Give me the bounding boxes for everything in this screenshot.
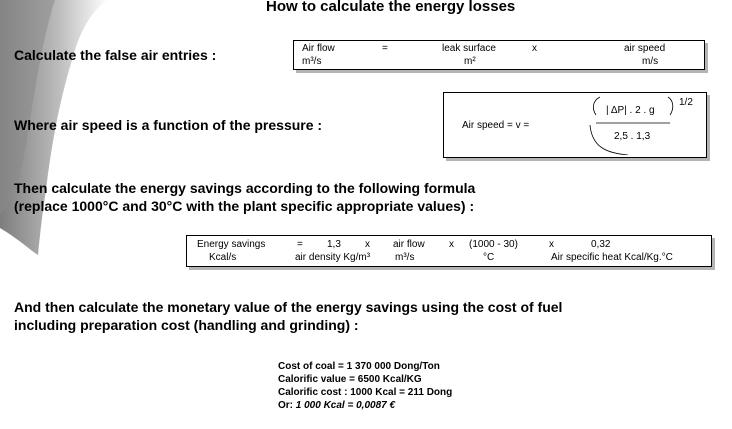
times-sign-2: x [449,239,454,250]
air-flow-unit: m³/s [302,56,322,67]
energy-savings-term: Energy savings [197,239,266,250]
equals-sign: = [382,43,388,54]
air-flow-term: air flow [393,239,425,250]
air-speed-term: air speed [624,43,666,54]
times-sign-3: x [549,239,554,250]
calorific-value: Calorific value = 6500 Kcal/KG [278,374,422,385]
air-flow-formula-box [293,40,705,70]
section3-heading-line2: (replace 1000°C and 30°C with the plant specific appropriate values) : [14,198,475,214]
times-sign-1: x [365,239,370,250]
calorific-cost: Calorific cost : 1000 Kcal = 211 Dong [278,387,453,398]
energy-savings-unit: Kcal/s [209,252,237,263]
temperature-unit: °C [483,252,495,263]
times-sign: x [532,43,537,54]
formula-numerator: | ΔP| . 2 . g [606,105,655,116]
section4-heading-line1: And then calculate the monetary value of the energy savings using the cost of fuel [14,299,563,315]
temperature-difference: (1000 - 30) [469,239,518,250]
air-flow-term: Air flow [302,43,335,54]
air-speed-formula-box [443,92,707,158]
section4-heading-line2: including preparation cost (handling and grinding) : [14,317,359,333]
energy-savings-formula-box [186,235,712,267]
page-title: How to calculate the energy losses [266,0,516,15]
section1-heading: Calculate the false air entries : [14,47,217,63]
air-speed-lhs: Air speed = v = [462,120,530,131]
section2-heading: Where air speed is a function of the pressure : [14,117,323,133]
section3-heading-line1: Then calculate the energy savings according to the following formula [14,180,476,196]
formula-denominator: 2,5 . 1,3 [614,131,651,142]
equals-sign: = [297,239,303,250]
specific-heat-value: 0,32 [591,239,611,250]
formula-exponent: 1/2 [679,97,693,108]
square-root-bracket [588,95,678,155]
cost-per-1000-kcal [278,399,395,412]
leak-surface-term: leak surface [442,43,496,54]
air-speed-unit: m/s [642,56,659,67]
specific-heat-unit: Air specific heat Kcal/Kg.°C [551,252,673,263]
cost-of-coal: Cost of coal = 1 370 000 Dong/Ton [278,361,440,372]
or-value: 1 000 Kcal = 0,0087 € [295,400,396,411]
air-flow-unit: m³/s [395,252,415,263]
leak-surface-unit: m² [464,56,476,67]
or-label: Or: [278,400,293,411]
air-density-unit: air density Kg/m³ [295,252,371,263]
air-density-value: 1,3 [327,239,341,250]
